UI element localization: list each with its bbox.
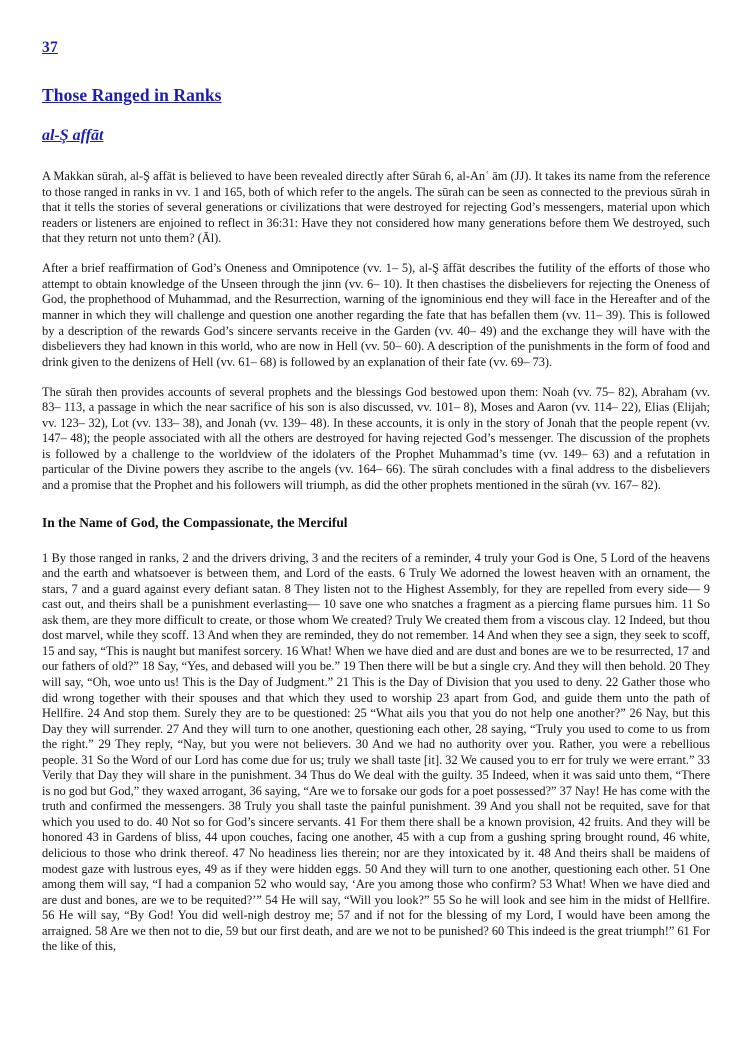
verse-text-block: 1 By those ranged in ranks, 2 and the drivers driving, 3 and the reciters of a reminder, 4 truly your God is One, 5 Lord of the heavens and the earth and whatsoever is between them, and Lord of the easts. 6 Truly We adorned the lowest heaven with an ornament, the stars, 7 and a guard against every defiant satan. 8 They listen not to the Highest Assembly, for they are repelled from every side— 9 cast out, and theirs shall be a punishment everlasting— 10 save one who snatches a fragment as a piercing flame pursues him. 11 So ask them, are they more difficult to create, or those whom We created? Truly We created them from a viscous clay. 12 Indeed, but thou dost marvel, while they scoff. 13 And when they are reminded, they do not remember. 14 And when they see a sign, they seek to scoff, 15 and say, “This is naught but manifest sorcery. 16 What! When we have died and are dust and bones are we to be resurrected, 17 and our fathers of old?” 18 Say, “Yes, and debased will you be.” 19 Then there will be but a single cry. And they will then behold. 20 They will say, “Oh, woe unto us! This is the Day of Judgment.” 21 This is the Day of Division that you used to deny. 22 Gather those who did wrong together with their spouses and that which they used to worship 23 apart from God, and guide them unto the path of Hellfire. 24 And stop them. Surely they are to be questioned: 25 “What ails you that you do not help one another?” 26 Nay, but this Day they will surrender. 27 And they will turn to one another, questioning each other, 28 saying, “Truly you used to come to us from the right.” 29 They reply, “Nay, but you were not believers. 30 And we had no authority over you. Rather, you were a rebellious people. 31 So the Word of our Lord has come due for us; truly we shall taste [it]. 32 We caused you to err for truly we were errant.” 33 Verily that Day they will share in the punishment. 34 Thus do We deal with the guilty. 35 Indeed, when it was said unto them, “There is no god but God,” they waxed arrogant, 36 saying, “Are we to forsake our gods for a poet possessed?” 37 Nay! He has come with the truth and confirmed the messengers. 38 Truly you shall taste the painful punishment. 39 And you shall not be requited, save for that which you used to do. 40 Not so for God’s sincere servants. 41 For them there shall be a known provision, 42 fruits. And they will be honored 43 in Gardens of bliss, 44 upon couches, facing one another, 45 with a cup from a gushing spring brought round, 46 white, delicious to those who drink thereof. 47 No headiness lies therein; nor are they intoxicated by it. 48 And theirs shall be maidens of modest gaze with lustrous eyes, 49 as if they were hidden eggs. 50 And they will turn to one another, questioning each other. 51 One among them will say, “I had a companion 52 who would say, ‘Are you among those who confirm? 53 What! When we have died and are dust and bones, are we to be requited?’” 54 He will say, “Will you look?” 55 So he will look and see him in the midst of Hellfire. 56 He will say, “By God! You did well-nigh destroy me; 57 and if not for the blessing of my Lord, I would have been among the arraigned. 58 Are we then not to die, 59 but our first death, and are we not to be punished? 60 This indeed is the great triumph!” 61 For the like of this, [42, 550, 710, 954]
introduction-section [42, 169, 710, 493]
surah-title-line [42, 83, 710, 108]
surah-number: 37 [42, 39, 58, 56]
intro-paragraph-3: The sūrah then provides accounts of several prophets and the blessings God bestowed upon them: Noah (vv. 75– 82), Abraham (vv. 83– 113, a passage in which the near sacrifice of his son is also discussed, vv. 101– 8), Moses and Aaron (vv. 114– 22), Elias (Elijah; vv. 123– 32), Lot (vv. 133– 38), and Jonah (vv. 139– 48). In these accounts, it is only in the story of Jonah that the people repent (vv. 147– 48); the people associated with all the others are destroyed for having rejected God’s messenger. The discussion of the prophets is followed by a challenge to the worldview of the idolaters of the Prophet Muhammad’s time (vv. 149– 63) and a refutation in particular of the Divine powers they ascribe to the angels (vv. 164– 66). The sūrah concludes with a final address to the disbelievers and a promise that the Prophet and his followers will triumph, as did the other prophets mentioned in the sūrah (vv. 167– 82). [42, 384, 710, 492]
surah-transliteration-line [42, 125, 710, 147]
basmala-heading: In the Name of God, the Compassionate, the Merciful [42, 514, 348, 530]
intro-paragraph-1: A Makkan sūrah, al-Ş affāt is believed to have been revealed directly after Sūrah 6, al-Anʿ ām (JJ). It takes its name from the reference to those ranged in ranks in vv. 1 and 165, both of which refer to the angels. The sūrah can be seen as connected to the previous sūrah in that it tells the stories of several generations or civilizations that were destroyed for rejecting God’s messengers, material upon which readers or listeners are enjoined to reflect in 36:31: Have they not considered how many generations before them We destroyed, such that they return not unto them? (Āl). [42, 169, 710, 246]
surah-title: Those Ranged in Ranks [42, 85, 222, 106]
surah-number-line [42, 36, 710, 61]
intro-paragraph-2: After a brief reaffirmation of God’s Oneness and Omnipotence (vv. 1– 5), al-Ş āffāt describes the futility of the efforts of those who attempt to obtain knowledge of the Unseen through the jinn (vv. 6– 10). It then chastises the disbelievers for rejecting the Oneness of God, the prophethood of Muhammad, and the Resurrection, warning of the ignominious end they will face in the Hereafter and of the manner in which they will challenge and question one another regarding the fate that has befallen them (vv. 11– 39). This is followed by a description of the rewards God’s sincere servants receive in the Garden (vv. 40– 49) and the exchange they will have with the disbelievers they had known in this world, who are now in Hell (vv. 50– 60). A description of the punishments in the form of food and drink given to the denizens of Hell (vv. 61– 68) is followed by an explanation of their fate (vv. 69– 73). [42, 261, 710, 369]
verses-section [42, 551, 710, 955]
surah-transliteration: al-Ş affāt [42, 126, 104, 144]
